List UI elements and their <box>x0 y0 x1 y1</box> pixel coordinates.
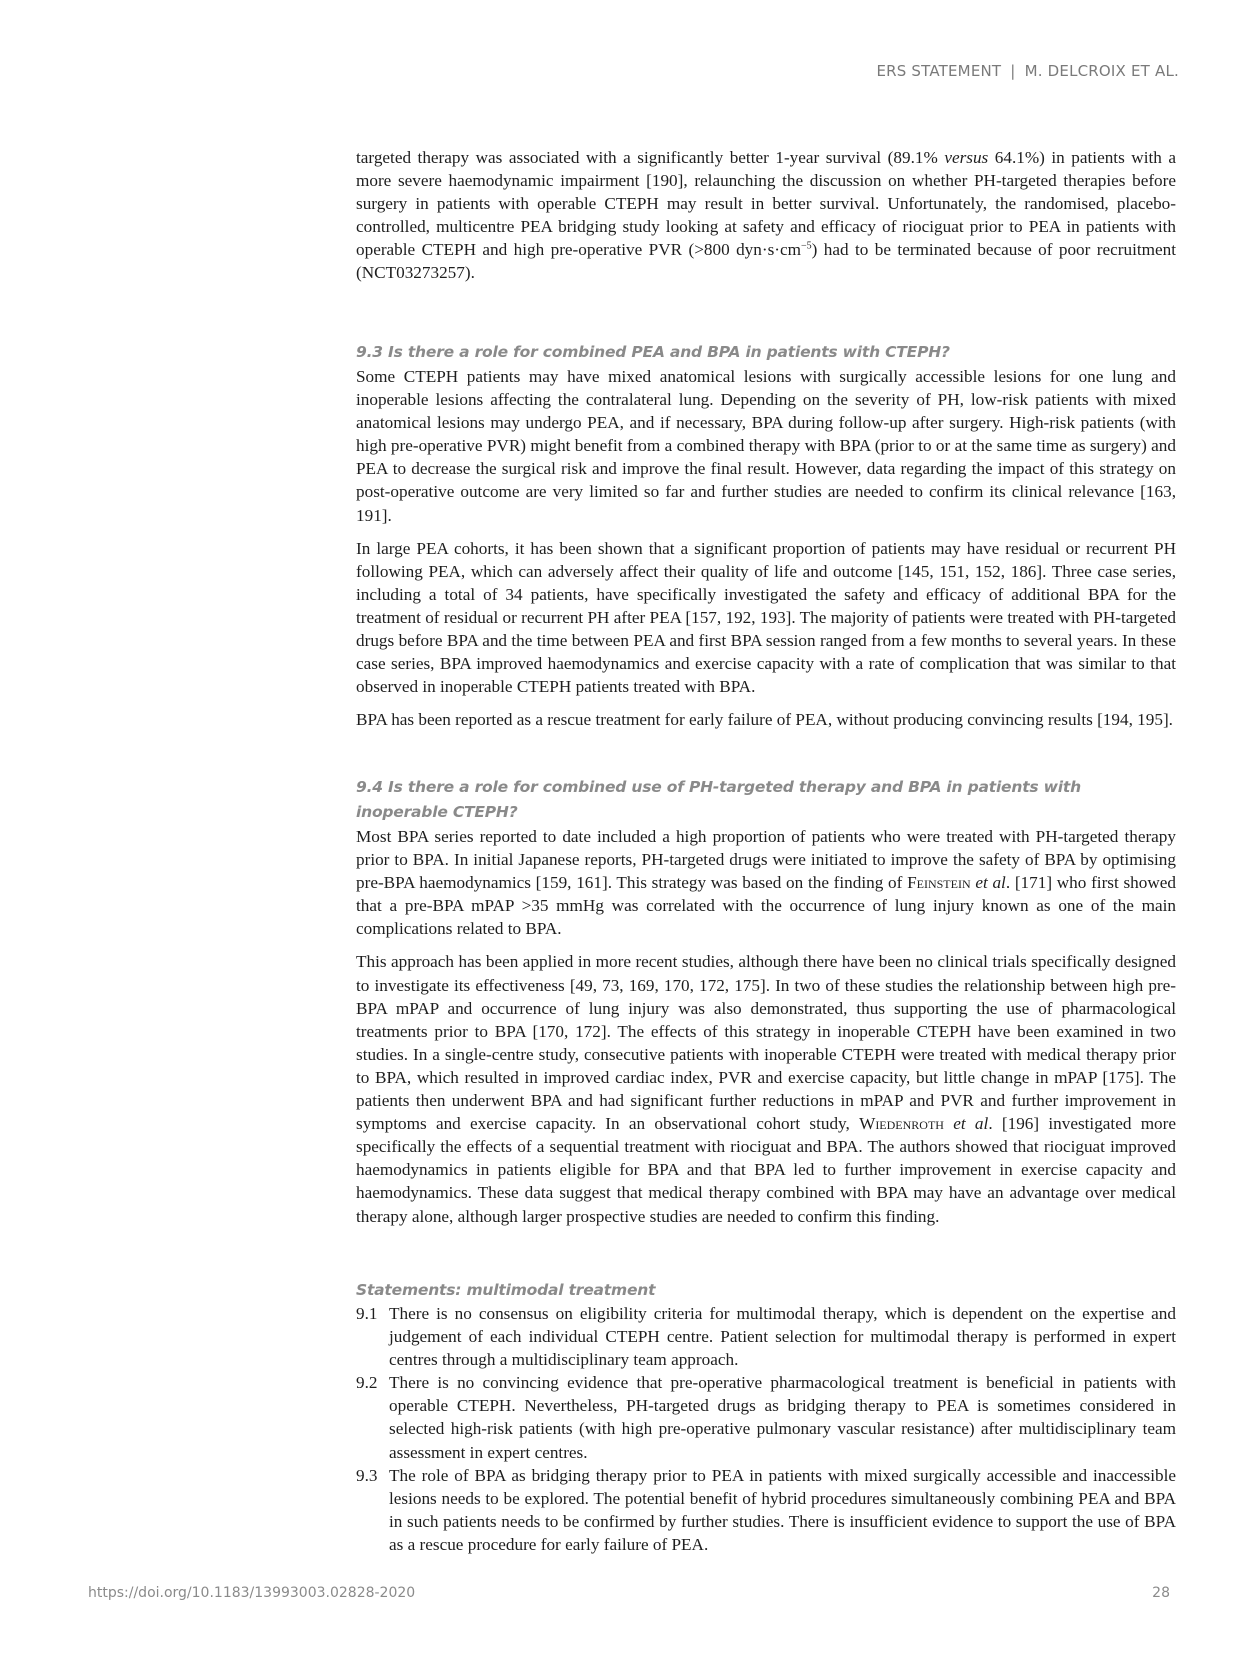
p1-etal: et al <box>975 873 1006 893</box>
statement-item <box>356 1371 1176 1463</box>
p1-author: Feinstein <box>907 873 971 893</box>
page-number: 28 <box>1152 1585 1170 1601</box>
running-header <box>876 62 1179 80</box>
section-9-3-heading: 9.3 Is there a role for combined PEA and BPA in patients with CTEPH? <box>356 343 950 361</box>
section-9-3-paragraph-2: In large PEA cohorts, it has been shown that a significant proportion of patients may have residual or recurrent PH following PEA, which can adversely affect their quality of life and outcome [145, 151, 152, 186]. Three case series, including a total of 34 patients, have specifically investigated the safety and efficacy of additional BPA for the treatment of residual or recurrent PH after PEA [157, 192, 193]. The majority of patients were treated with PH-targeted drugs before BPA and the time between PEA and first BPA session ranged from a few months to several years. In these case series, BPA improved haemodynamics and exercise capacity with a rate of complication that was similar to that observed in inoperable CTEPH patients treated with BPA. <box>356 538 1176 697</box>
section-9-4-paragraph-2 <box>356 950 1176 1227</box>
intro-text-3: ) had to be terminated because of poor recruitment (NCT03273257). <box>356 240 1176 283</box>
header-authors: M. DELCROIX ET AL. <box>1024 62 1179 80</box>
section-9-4-heading: 9.4 Is there a role for combined use of PH-targeted therapy and BPA in patients with inoperable CTEPH? <box>356 778 1081 821</box>
statement-number: 9.3 <box>356 1465 378 1485</box>
p1-text-1: Most BPA series reported to date included a high proportion of patients who were treated with PH-targeted therapy prior to BPA. In initial Japanese reports, PH-targeted drugs were initiated to improve the safety of BPA by optimising pre-BPA haemodynamics [159, 161]. This strategy was based on the finding of <box>356 827 1176 893</box>
journal-label: ERS STATEMENT <box>876 62 1002 80</box>
section-9-3-paragraph-3: BPA has been reported as a rescue treatment for early failure of PEA, without producing convincing results [194, 195]. <box>356 710 1173 730</box>
doi-link[interactable]: https://doi.org/10.1183/13993003.02828-2020 <box>88 1585 416 1601</box>
intro-paragraph-block <box>356 146 1176 285</box>
statement-text: There is no consensus on eligibility criteria for multimodal therapy, which is dependent on the expertise and judgement of each individual CTEPH centre. Patient selection for multimodal therapy is performed in expert centres through a multidisciplinary team approach. <box>389 1304 1176 1370</box>
intro-text-2: 64.1%) in patients with a more severe haemodynamic impairment [190], relaunching the discussion on whether PH-targeted therapies before surgery in patients with operable CTEPH may result in better survival. Unfortunately, the randomised, placebo-controlled, multicentre PEA bridging study looking at safety and efficacy of riociguat prior to PEA in patients with operable CTEPH and high pre-operative PVR (>800 dyn·s·cm <box>356 148 1176 260</box>
section-9-3-body <box>356 365 1176 731</box>
intro-paragraph <box>356 146 1176 285</box>
statements-list <box>356 1302 1176 1556</box>
statement-text: The role of BPA as bridging therapy prior to PEA in patients with mixed surgically accessible and inaccessible lesions needs to be explored. The potential benefit of hybrid procedures simultaneously combining PEA and BPA in such patients needs to be confirmed by further studies. There is insufficient evidence to support the use of BPA as a rescue procedure for early failure of PEA. <box>389 1465 1176 1554</box>
statement-number: 9.2 <box>356 1373 378 1393</box>
section-9-4-body <box>356 825 1176 1228</box>
statement-number: 9.1 <box>356 1304 378 1323</box>
intro-italic: versus <box>944 148 989 167</box>
statements-heading: Statements: multimodal treatment <box>356 1281 656 1299</box>
section-9-4-paragraph-1 <box>356 825 1176 940</box>
p2-author: Wiedenroth <box>859 1114 944 1134</box>
p2-text-1: This approach has been applied in more recent studies, although there have been no clinical trials specifically designed to investigate its effectiveness [49, 73, 169, 170, 172, 175]. In two of these studies the relationship between high pre-BPA mPAP and occurrence of lung injury was also demonstrated, thus supporting the use of pharmacological treatments prior to BPA [170, 172]. The effects of this strategy in inoperable CTEPH have been examined in two studies. In a single-centre study, consecutive patients with inoperable CTEPH were treated with medical therapy prior to BPA, which resulted in improved cardiac index, PVR and exercise capacity, but little change in mPAP [175]. The patients then underwent BPA and had significant further reductions in mPAP and PVR and further improvement in symptoms and exercise capacity. In an observational cohort study, <box>356 952 1176 1134</box>
header-separator: | <box>1010 62 1016 80</box>
statement-text: There is no convincing evidence that pre-operative pharmacological treatment is beneficial in patients with operable CTEPH. Nevertheless, PH-targeted drugs as bridging therapy to PEA is sometimes considered in selected high-risk patients (with high pre-operative pulmonary vascular resistance) after multidisciplinary team assessment in expert centres. <box>389 1373 1176 1462</box>
p2-etal: et al <box>953 1114 989 1134</box>
statement-item <box>356 1302 1176 1371</box>
intro-superscript: −5 <box>801 240 812 252</box>
statement-item <box>356 1464 1176 1556</box>
p2-text-2: . [196] investigated more specifically the effects of a sequential treatment with riociguat and BPA. The authors showed that riociguat improved haemodynamics in patients eligible for BPA and that BPA led to further improvement in exercise capacity and haemodynamics. These data suggest that medical therapy combined with BPA may have an advantage over medical therapy alone, although larger prospective studies are needed to confirm this finding. <box>356 1114 1177 1226</box>
intro-text-1: targeted therapy was associated with a significantly better 1-year survival (89.1% <box>356 148 945 167</box>
p1-text-2: . [171] who first showed that a pre-BPA mPAP >35 mmHg was correlated with the occurrence of lung injury known as one of the main complications related to BPA. <box>356 873 1176 939</box>
section-9-3-paragraph-1: Some CTEPH patients may have mixed anatomical lesions with surgically accessible lesions for one lung and inoperable lesions affecting the contralateral lung. Depending on the severity of PH, low-risk patients with mixed anatomical lesions may undergo PEA, and if necessary, BPA during follow-up after surgery. High-risk patients (with high pre-operative PVR) might benefit from a combined therapy with BPA (prior to or at the same time as surgery) and PEA to decrease the surgical risk and improve the final result. However, data regarding the impact of this strategy on post-operative outcome are very limited so far and further studies are needed to confirm its clinical relevance [163, 191]. <box>356 367 1176 525</box>
